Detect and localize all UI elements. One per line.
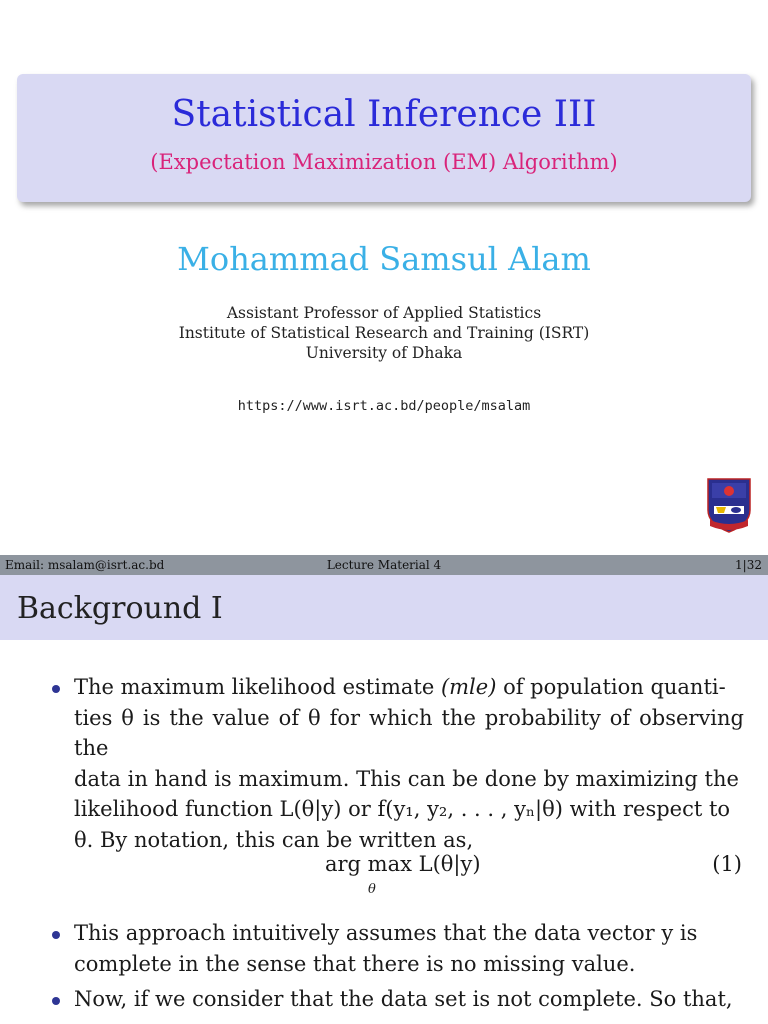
slide-title: Statistical Inference III	[171, 94, 597, 135]
slide-subtitle: (Expectation Maximization (EM) Algorithm)	[150, 150, 618, 174]
text-line: data in hand is maximum. This can be done by maximizing the	[74, 766, 739, 791]
footer-bar	[0, 555, 768, 575]
affiliation-line: Institute of Statistical Research and Training (ISRT)	[178, 324, 590, 342]
text-line: Now, if we consider that the data set is not complete. So that,	[74, 987, 733, 1011]
text-line: complete in the sense that there is no missing value.	[74, 951, 636, 976]
bullet-icon	[52, 997, 60, 1005]
university-crest-icon	[704, 476, 754, 534]
equation-number: (1)	[712, 852, 742, 876]
text-line: θ. By notation, this can be written as,	[74, 827, 474, 852]
text-line: likelihood function L(θ|y) or f(y₁, y₂, . . . , yₙ|θ) with respect to	[74, 797, 731, 821]
text-line: This approach intuitively assumes that the data vector y is	[74, 921, 698, 945]
author-name: Mohammad Samsul Alam	[177, 240, 591, 278]
equation-subscript: θ	[368, 882, 376, 897]
equation-expression: arg max L(θ|y)	[325, 852, 481, 876]
bullet-text	[74, 672, 744, 855]
affiliation	[0, 303, 768, 363]
footer-lecture: Lecture Material 4	[326, 558, 442, 572]
title-box	[17, 74, 751, 202]
page-number: 1|32	[735, 558, 762, 572]
frame-title-bar	[0, 575, 768, 640]
profile-url[interactable]: https://www.isrt.ac.bd/people/msalam	[237, 398, 531, 414]
frame-body	[0, 640, 768, 1024]
equation	[0, 852, 768, 897]
affiliation-line: University of Dhaka	[305, 344, 463, 362]
bullet-icon	[52, 931, 60, 939]
bullet-icon	[52, 685, 60, 693]
frame-title: Background I	[17, 591, 223, 626]
footer-email: Email: msalam@isrt.ac.bd	[5, 558, 165, 572]
text-line: ties θ is the value of θ for which the probability of observing the	[74, 705, 744, 760]
text-line: The maximum likelihood estimate (mle) of population quanti-	[74, 675, 726, 699]
affiliation-line: Assistant Professor of Applied Statistics	[226, 304, 542, 322]
bullet-text	[74, 984, 744, 1015]
bullet-text	[74, 918, 744, 979]
